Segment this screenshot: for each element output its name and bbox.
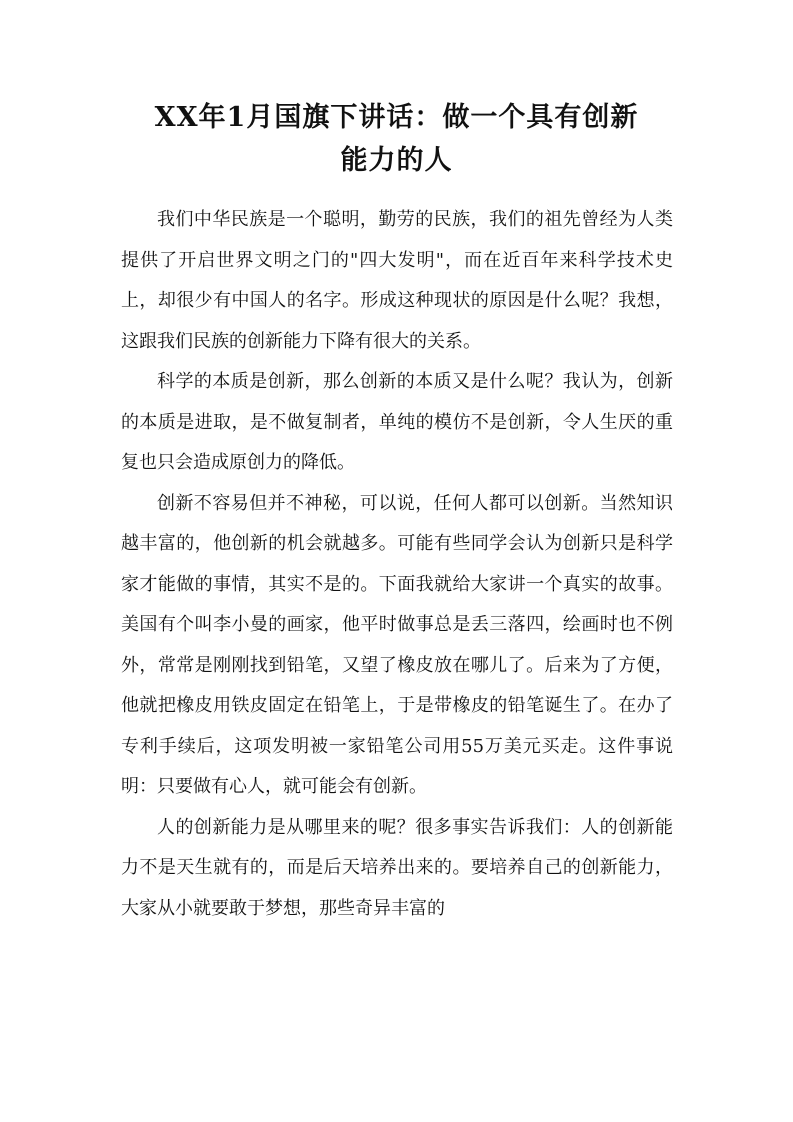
paragraph-3: 创新不容易但并不神秘，可以说，任何人都可以创新。当然知识越丰富的，他创新的机会就越多。可能有些同学会认为创新只是科学家才能做的事情，其实不是的。下面我就给大家讲一个真实的故事。美国有个叫李小曼的画家，他平时做事总是丢三落四，绘画时也不例外，常常是刚刚找到铅笔，又望了橡皮放在哪儿了。后来为了方便，他就把橡皮用铁皮固定在铅笔上，于是带橡皮的铅笔诞生了。在办了专利手续后，这项发明被一家铅笔公司用55万美元买走。这件事说明：只要做有心人，就可能会有创新。 (121, 492, 673, 797)
title-line-2: 能力的人 (340, 145, 453, 176)
title-line-1: XX年1月国旗下讲话：做一个具有创新 (154, 102, 639, 133)
paragraph-2: 科学的本质是创新，那么创新的本质又是什么呢？我认为，创新的本质是进取，是不做复制者，单纯的模仿不是创新，令人生厌的重复也只会造成原创力的降低。 (121, 371, 673, 473)
paragraph-1: 我们中华民族是一个聪明，勤劳的民族，我们的祖先曾经为人类提供了开启世界文明之门的"四大发明"，而在近百年来科学技术史上，却很少有中国人的名字。形成这种现状的原因是什么呢？我想，这跟我们民族的创新能力下降有很大的关系。 (121, 209, 673, 352)
paragraph-4: 人的创新能力是从哪里来的呢？很多事实告诉我们：人的创新能力不是天生就有的，而是后天培养出来的。要培养自己的创新能力，大家从小就要敢于梦想，那些奇异丰富的 (121, 816, 673, 919)
document-title (100, 96, 693, 182)
document-body (121, 200, 673, 929)
